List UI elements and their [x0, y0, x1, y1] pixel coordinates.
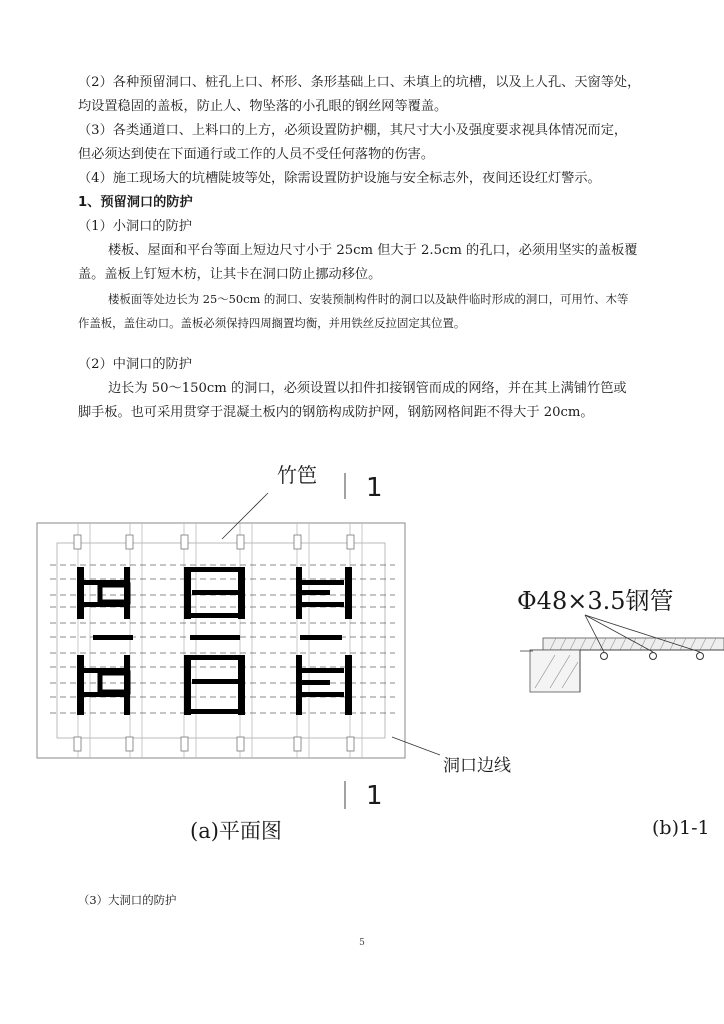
paragraph-line: 但必须达到使在下面通行或工作的人员不受任何落物的伤害。: [78, 147, 435, 162]
paragraph-line: 楼板、屋面和平台等面上短边尺寸小于 25cm 但大于 2.5cm 的孔口，必须用坚实的盖板覆: [108, 243, 638, 258]
subsection-heading: （3）大洞口的防护: [78, 893, 177, 907]
figure-drawing: [0, 455, 724, 845]
caption-plan-view: (a)平面图: [190, 819, 282, 843]
hole-protection-figure: [0, 455, 724, 845]
hole-edge-label: 洞口边线: [443, 756, 511, 776]
section-heading: 1、预留洞口的防护: [78, 195, 193, 210]
section-mark-top: 1: [366, 473, 383, 503]
bamboo-leader-line: [222, 493, 268, 539]
paragraph-line: 脚手板。也可采用贯穿于混凝土板内的钢筋构成防护网，钢筋网格间距不得大于 20cm。: [78, 405, 594, 420]
caption-section-view: (b)1-1: [652, 817, 710, 839]
edge-leader-line: [392, 737, 440, 755]
section-mark-bottom: 1: [366, 781, 383, 811]
pipe-label: Φ48×3.5钢管: [517, 587, 674, 615]
paragraph-line: （3）各类通道口、上料口的上方，必须设置防护棚，其尺寸大小及强度要求视具体情况而定，: [78, 123, 628, 138]
vertical-grid-lines: [78, 523, 362, 758]
bamboo-label: 竹笆: [277, 463, 317, 487]
paragraph-line: （4）施工现场大的坑槽陡坡等处，除需设置防护设施与安全标志外，夜间还设红灯警示。: [78, 171, 601, 186]
hole-edge-line: [57, 543, 385, 738]
section-view-b: [520, 615, 724, 692]
page-number: 5: [359, 938, 365, 948]
pipe-assemblies: [77, 567, 352, 715]
subsection-heading: （1）小洞口的防护: [78, 219, 192, 234]
paragraph-line: 边长为 50～150cm 的洞口，必须设置以扣件扣接钢管而成的网络，并在其上满铺竹笆或: [108, 381, 627, 396]
paragraph-line: 楼板面等处边长为 25～50cm 的洞口、安装预制构件时的洞口以及缺件临时形成的洞口，可用竹、木等: [108, 292, 629, 306]
paragraph-line: （2）各种预留洞口、桩孔上口、杯形、条形基础上口、未填上的坑槽，以及上人孔、天窗等处，: [78, 75, 641, 90]
paragraph-line: 盖。盖板上钉短木枋，让其卡在洞口防止挪动移位。: [78, 267, 382, 282]
paragraph-line: 均设置稳固的盖板，防止人、物坠落的小孔眼的钢丝网等覆盖。: [78, 99, 448, 114]
paragraph-line: 作盖板，盖住动口。盖板必须保持四周搁置均衡，并用铁丝反拉固定其位置。: [78, 316, 466, 330]
subsection-heading: （2）中洞口的防护: [78, 357, 192, 372]
